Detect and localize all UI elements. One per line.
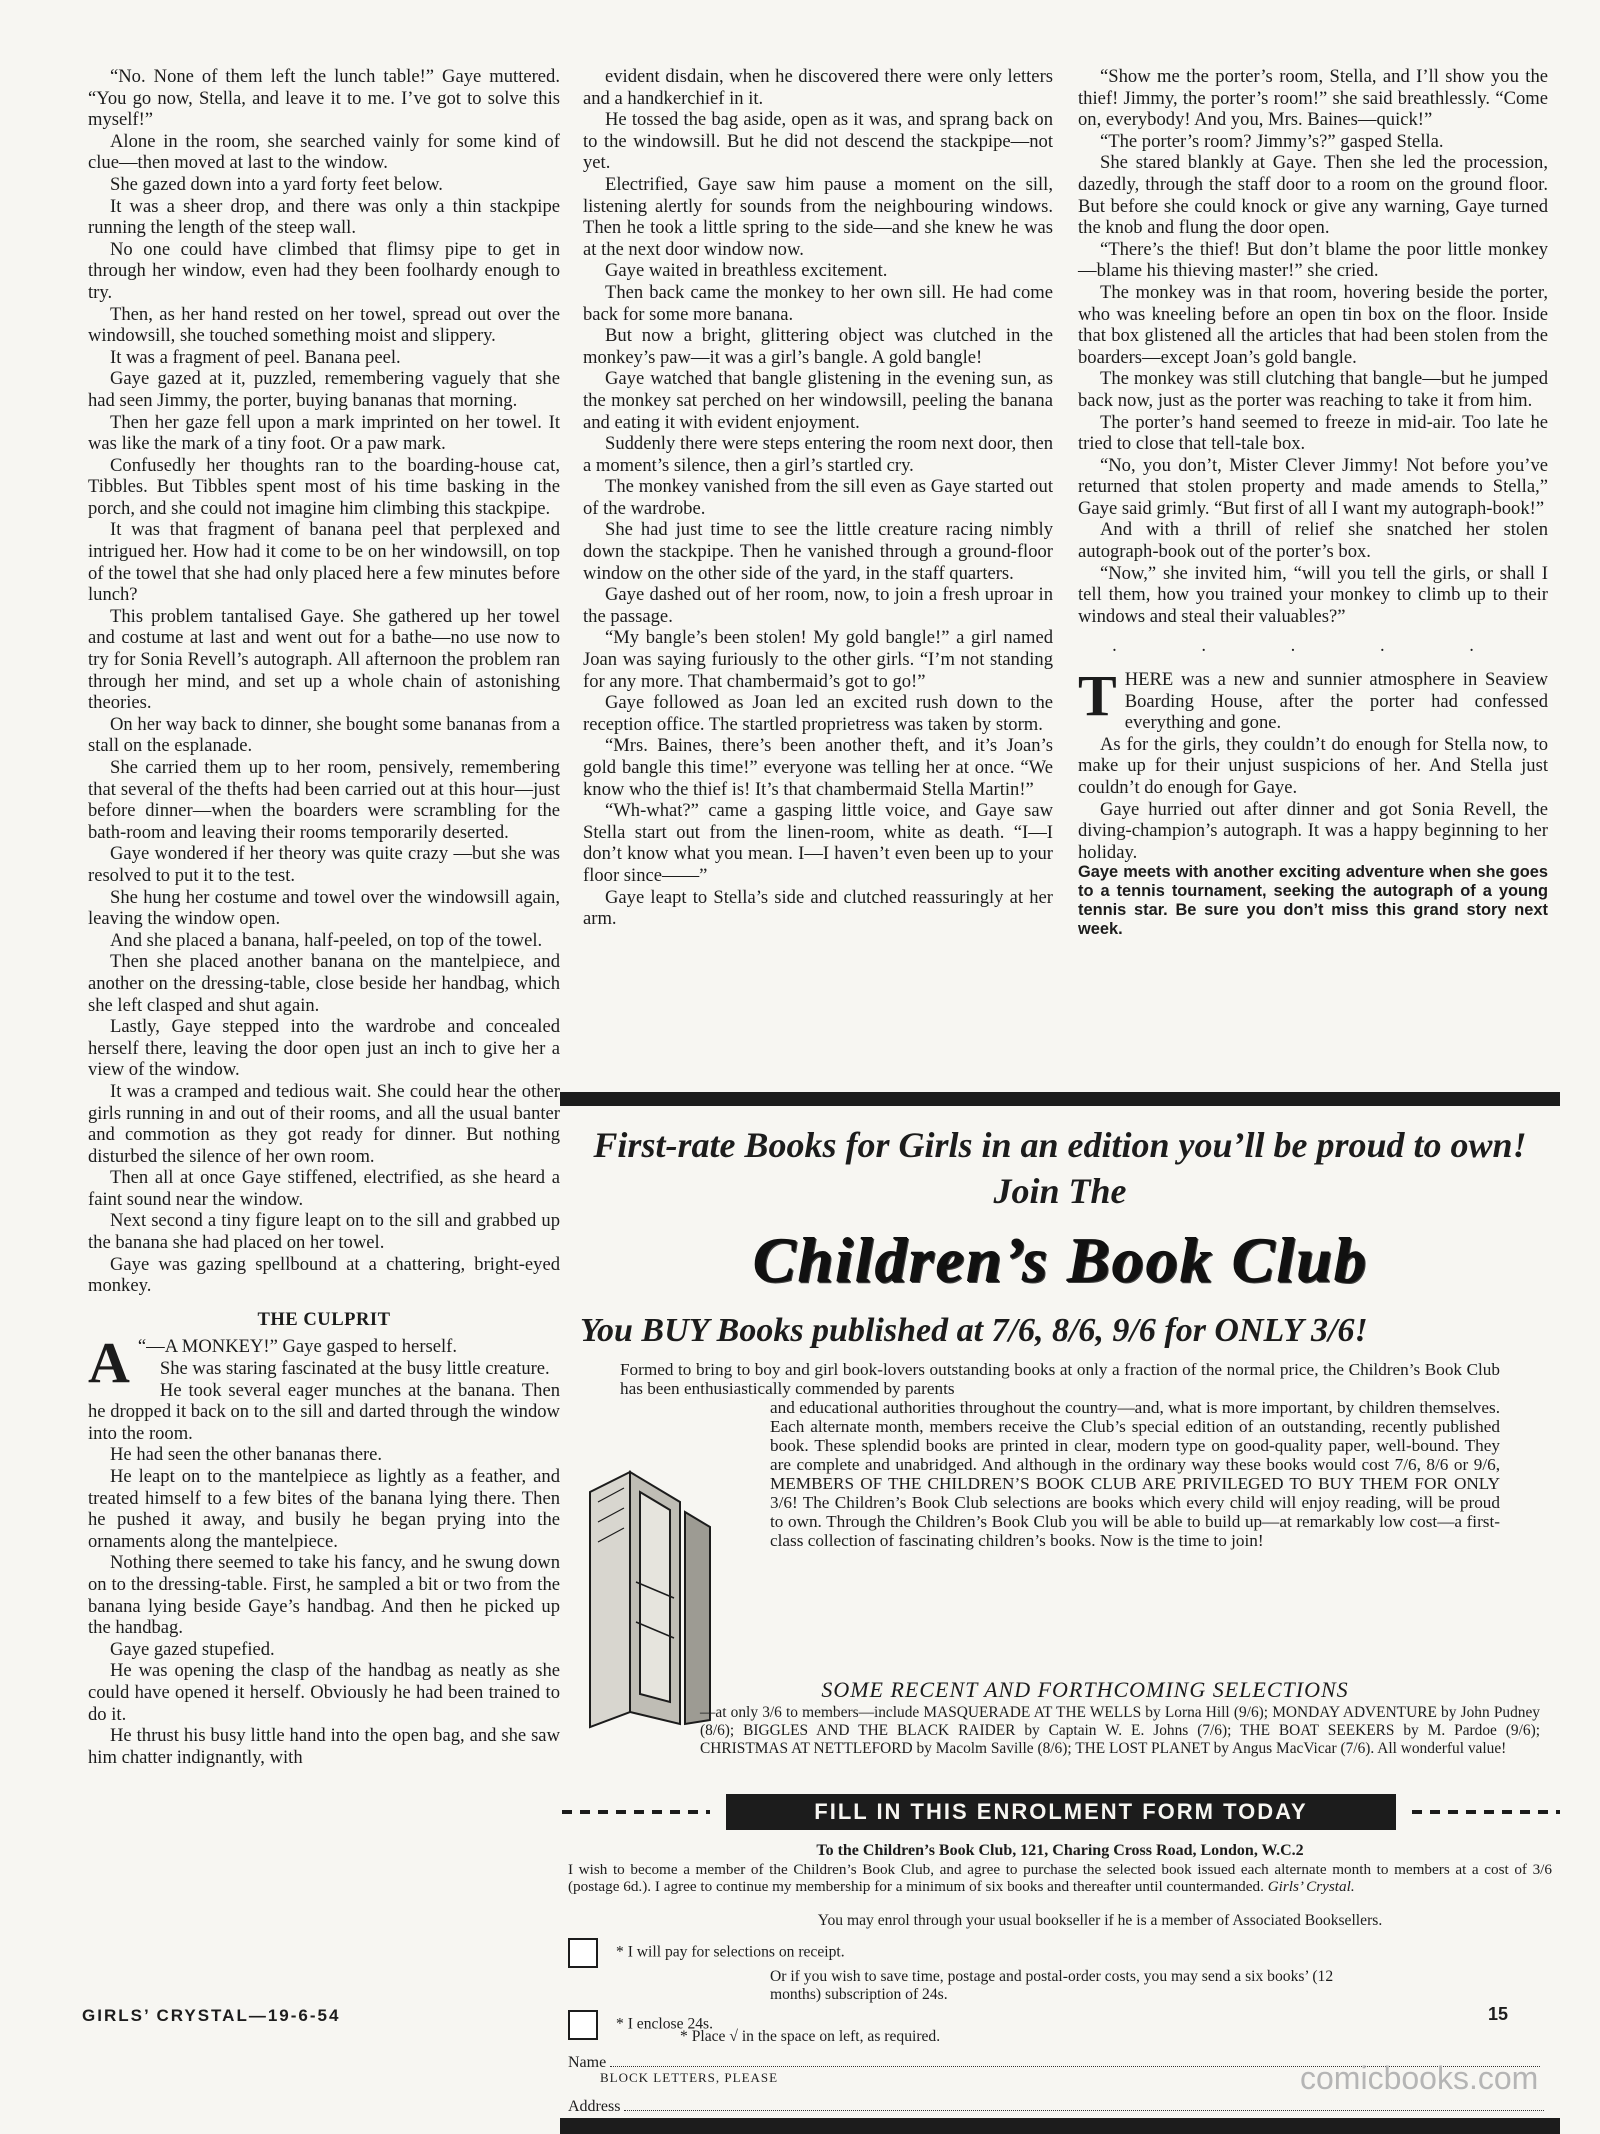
col3-paragraphs <box>1078 66 1548 627</box>
option-enclose-label: * I enclose 24s. <box>616 2015 714 2033</box>
story-paragraph: This problem tantalised Gaye. She gathered up her towel and costume at last and went out for a bathe—no use now to try for Sonia Revell’s autograph. All afternoon the problem ran through her mind, and set up a whole chain of astonishing theories. <box>88 605 560 714</box>
form-address: To the Children’s Book Club, 121, Charing Cross Road, London, W.C.2 <box>816 1842 1304 1859</box>
story-paragraph: He leapt on to the mantelpiece as lightly as a feather, and treated himself to a few bites of the banana lying there. Then he pushed it away, and busily he began prying into the ornaments along the mantelpiece. <box>88 1466 560 1552</box>
form-intro <box>568 1862 1552 1895</box>
enrolment-banner <box>560 1792 1560 1832</box>
story-paragraph: “The porter’s room? Jimmy’s?” gasped Stella. <box>1100 130 1444 152</box>
story-paragraph: She hung her costume and towel over the windowsill again, leaving the window open. <box>88 886 560 930</box>
section-break-dots: . . . . . <box>1112 635 1514 657</box>
advert-body-intro: Formed to bring to boy and girl book-lovers outstanding books at only a fraction of the normal price, the Children’s Book Club has been enthusiastically commended by parents <box>620 1360 1500 1398</box>
dropcap-quote: “ <box>137 1336 147 1358</box>
story-paragraph: Gaye gazed at it, puzzled, remembering vaguely that she had seen Jimmy, the porter, buying bananas that morning. <box>88 368 560 411</box>
footer-issue: GIRLS’ CRYSTAL—19-6-54 <box>82 2006 341 2025</box>
story-paragraph: Nothing there seemed to take his fancy, and he swung down on to the dressing-table. First, he sampled a bit or two from the banana lying beside Gaye’s handbag. And then he picked up the handbag. <box>88 1552 560 1639</box>
story-paragraph: Gaye dashed out of her room, now, to join a fresh uproar in the passage. <box>583 584 1053 627</box>
story-paragraph: It was that fragment of banana peel that perplexed and intrigued her. How had it come to be on her windowsill, on top of the towel that she had only placed here a few minutes before lunch? <box>88 519 560 606</box>
story-paragraph: Gaye waited in breathless excitement. <box>605 260 888 282</box>
story-paragraph: On her way back to dinner, she bought some bananas from a stall on the esplanade. <box>88 713 560 757</box>
next-week-teaser: Gaye meets with another exciting adventure when she goes to a tennis tournament, seeking the autograph of a young tennis star. Be sure you don’t miss this grand story next week. <box>1078 863 1548 939</box>
story-paragraph: It was a cramped and tedious wait. She could hear the other girls running in and out of their rooms, and all the usual banter and commotion as they got ready for dinner. But nothing disturbed the silence of her own room. <box>88 1080 560 1167</box>
story-paragraph: He took several eager munches at the banana. Then he dropped it back on to the sill and darted through the window into the room. <box>88 1379 560 1444</box>
story-paragraph: It was a fragment of peel. Banana peel. <box>110 346 401 368</box>
option-pay-on-receipt <box>568 1938 845 1968</box>
story-paragraph: She carried them up to her room, pensively, remembering that several of the thefts had been carried out at this hour—just before dinner—when the boarders were scrambling for the bath-room and leaving their rooms temporarily deserted. <box>88 757 560 843</box>
advert-price-line: You BUY Books published at 7/6, 8/6, 9/6 for ONLY 3/6! <box>580 1312 1368 1349</box>
story-paragraph: He was opening the clasp of the handbag as neatly as she could have opened it herself. Obviously he had been trained to do it. <box>88 1660 560 1725</box>
checkbox-enclose[interactable] <box>568 2010 598 2040</box>
story-paragraph: As for the girls, they couldn’t do enough for Stella now, to make up for their unjust suspicions of her. And Stella just couldn’t do enough for Gaye. <box>1078 733 1548 798</box>
story-paragraph: “There’s the thief! But don’t blame the poor little monkey—blame his thieving master!” she cried. <box>1078 238 1548 282</box>
selections-heading: SOME RECENT AND FORTHCOMING SELECTIONS <box>821 1677 1349 1702</box>
story-paragraph: Then her gaze fell upon a mark imprinted on her towel. It was like the mark of a tiny foot. Or a paw mark. <box>88 411 560 455</box>
story-paragraph: Gaye gazed stupefied. <box>110 1638 275 1660</box>
dropcap-letter: A <box>88 1330 130 1396</box>
story-paragraph: He had seen the other bananas there. <box>110 1444 383 1466</box>
name-label: Name <box>568 2054 607 2071</box>
form-intro-text: I wish to become a member of the Children’s Book Club, and agree to purchase the selected book issued each alternate month to members at a cost of 3/6 (postage 6d.). I agree to continue my membership for a minimum of six books and thereafter until countermanded. <box>568 1861 1552 1895</box>
watermark: comicbooks.com <box>1300 2060 1539 2096</box>
story-paragraph: Then back came the monkey to her own sill. He had come back for some more banana. <box>583 281 1053 325</box>
story-paragraph: No one could have climbed that flimsy pipe to get in through her window, even had they been foolhardy enough to try. <box>88 238 560 303</box>
story-paragraph: The monkey was still clutching that bangle—but he jumped back now, just as the porter was reaching to take it from him. <box>1078 368 1548 411</box>
selections-list: —at only 3/6 to members—include MASQUERADE AT THE WELLS by Lorna Hill (9/6); MONDAY ADVENTURE by John Pudney (8/6); BIGGLES AND THE BLACK RAIDER by Captain W. E. Johns (7/6); THE BOAT SEEKERS by M. Pardoe (9/6); CHRISTMAS AT NETTLEFORD by Macolm Saville (8/6); THE LOST PLANET by Angus MacVicar (7/6). All wonderful value! <box>700 1704 1540 1757</box>
advert-brand: Children’s Book Club <box>752 1224 1368 1295</box>
story-paragraph: Gaye leapt to Stella’s side and clutched reassuringly at her arm. <box>583 886 1053 930</box>
conclusion-dropcap: T <box>1078 663 1117 729</box>
address-row <box>568 2096 1558 2116</box>
story-paragraph: She was staring fascinated at the busy little creature. <box>159 1358 550 1380</box>
story-paragraph: “No. None of them left the lunch table!” Gaye muttered. “You go now, Stella, and leave it to me. I’ve got to solve this myself!” <box>88 66 560 131</box>
story-paragraph: Gaye was gazing spellbound at a chattering, bright-eyed monkey. <box>88 1253 560 1297</box>
story-paragraph: Suddenly there were steps entering the room next door, then a moment’s silence, then a girl’s startled cry. <box>583 433 1053 476</box>
story-column-2 <box>583 66 1053 930</box>
story-paragraph: Gaye followed as Joan led an excited rush down to the reception office. The startled proprietress was taken by storm. <box>583 692 1053 735</box>
story-paragraph: “Wh-what?” came a gasping little voice, and Gaye saw Stella start out from the linen-room, white as death. “I—I don’t know what you mean. I—I haven’t even been up to your floor since——” <box>583 800 1053 886</box>
banner-dash-left <box>562 1810 710 1814</box>
story-column-3 <box>1078 66 1548 939</box>
story-paragraph: Then all at once Gaye stiffened, electrified, as she heard a faint sound near the window. <box>88 1167 560 1210</box>
story-paragraph: The monkey vanished from the sill even as Gaye started out of the wardrobe. <box>583 476 1053 519</box>
books-illustration <box>570 1462 720 1732</box>
col1-paragraphs <box>88 66 560 1297</box>
story-paragraph: Confusedly her thoughts ran to the boarding-house cat, Tibbles. But Tibbles spent most of his time basking in the porch, and she could not imagine him climbing this stackpipe. <box>88 454 560 519</box>
story-paragraph: Alone in the room, she searched vainly for some kind of clue—then moved at last to the window. <box>88 130 560 174</box>
story-paragraph: Gaye hurried out after dinner and got Sonia Revell, the diving-champion’s autograph. It was a happy beginning to her holiday. <box>1078 798 1548 863</box>
story-paragraph: “Show me the porter’s room, Stella, and I’ll show you the thief! Jimmy, the porter’s room!” she said breathlessly. “Come on, everybody! And you, Mrs. Baines—quick!” <box>1078 66 1548 131</box>
story-paragraph: But now a bright, glittering object was clutched in the monkey’s paw—it was a girl’s bangle. A gold bangle! <box>583 325 1053 368</box>
story-paragraph: Gaye watched that bangle glistening in the evening sun, as the monkey sat perched on her windowsill, peeling the banana and eating it with evident enjoyment. <box>583 368 1053 433</box>
block-letters-hint: BLOCK LETTERS, PLEASE <box>600 2070 779 2085</box>
advert-body-rest: and educational authorities throughout the country—and, what is more important, by children themselves. Each alternate month, members receive the Club’s special edition of an outstanding, recently published book. These splendid books are printed in clear, modern type on good-quality paper, well-bound. They are complete and unabridged. And although in the ordinary way these books would cost 7/6, 8/6 or 9/6, MEMBERS OF THE CHILDREN’S BOOK CLUB ARE PRIVILEGED TO BUY THEM FOR ONLY 3/6! The Children’s Book Club selections are books which every child will enjoy reading, will be proud to own. Through the Children’s Book Club you will be able to build up—at remarkably low cost—a first-class collection of fascinating children’s books. Now is the time to join! <box>770 1398 1500 1550</box>
story-paragraph: Next second a tiny figure leapt on to the sill and grabbed up the banana she had placed on her towel. <box>88 1210 560 1254</box>
story-paragraph: Electrified, Gaye saw him pause a moment on the sill, listening alertly for sounds from the neighbouring windows. Then he took a little spring to the side—and she knew he was at the next door window now. <box>583 173 1053 260</box>
story-paragraph: He tossed the bag aside, open as it was, and sprang back on to the windowsill. But he did not descend the stackpipe—not yet. <box>583 109 1053 174</box>
story-paragraph: And with a thrill of relief she snatched her stolen autograph-book out of the porter’s box. <box>1078 519 1548 563</box>
address-label: Address <box>568 2098 621 2115</box>
story-paragraph: The monkey was in that room, hovering beside the porter, who was kneeling before an open tin box on the floor. Inside that box glistened all the articles that had been stolen from the boarders—except Joan’s gold bangle. <box>1078 281 1548 368</box>
story-paragraph: evident disdain, when he discovered there were only letters and a handkerchief in it. <box>583 66 1053 109</box>
conclusion-paragraph <box>1078 663 1548 734</box>
story-paragraph: It was a sheer drop, and there was only a thin stackpipe running the length of the steep wall. <box>88 195 560 239</box>
enrolment-banner-label: FILL IN THIS ENROLMENT FORM TODAY <box>726 1794 1396 1830</box>
story-paragraph: “Mrs. Baines, there’s been another theft, and it’s Joan’s gold bangle this time!” everyone was telling her at once. “We know who the thief is! It’s that chambermaid Stella Martin!” <box>583 735 1053 800</box>
story-column-1 <box>88 66 560 1768</box>
story-paragraph: Lastly, Gaye stepped into the wardrobe and concealed herself there, leaving the door open just an inch to give her a view of the window. <box>88 1016 560 1081</box>
col2-paragraphs <box>583 66 1053 930</box>
option-note: * Place √ in the space on left, as required. <box>680 2028 941 2045</box>
col1b-paragraphs <box>88 1358 560 1768</box>
story-paragraph: “Now,” she invited him, “will you tell the girls, or shall I tell them, how you trained your monkey to climb up to their windows and steal their valuables?” <box>1078 562 1548 627</box>
story-paragraph: Then she placed another banana on the mantelpiece, and another on the dressing-table, close beside her handbag, which she left clasped and shut again. <box>88 951 560 1016</box>
story-paragraph: “No, you don’t, Mister Clever Jimmy! Not before you’ve returned that stolen property and made amends to Stella,” Gaye said grimly. “But first of all I want my autograph-book!” <box>1078 454 1548 519</box>
advert-headline: First-rate Books for Girls in an edition you’ll be proud to own! Join The <box>593 1125 1527 1211</box>
address-field[interactable] <box>624 2096 1544 2111</box>
conclusion-first: HERE was a new and sunnier atmosphere in Seaview Boarding House, after the porter had confessed everything and gone. <box>1124 669 1548 734</box>
advert-top-rule <box>560 1092 1560 1106</box>
story-paragraph: Then, as her hand rested on her towel, spread out over the windowsill, she touched something moist and slippery. <box>88 303 560 347</box>
story-paragraph: She gazed down into a yard forty feet below. <box>110 173 443 195</box>
story-paragraph: She had just time to see the little creature racing nimbly down the stackpipe. Then he vanished through a ground-floor window on the other side of the yard, in the staff quarters. <box>583 519 1053 584</box>
banner-dash-right <box>1412 1810 1560 1814</box>
advert-bottom-rule <box>560 2118 1560 2134</box>
dropcap-rest: —A MONKEY!” Gaye gasped to herself. <box>146 1336 458 1358</box>
story-paragraph: The porter’s hand seemed to freeze in mid-air. Too late he tried to close that tell-tale box. <box>1078 411 1548 455</box>
advert-body <box>620 1360 1500 1550</box>
option-pay-label: * I will pay for selections on receipt. <box>616 1943 845 1961</box>
section-heading: THE CULPRIT <box>257 1308 391 1330</box>
story-paragraph: And she placed a banana, half-peeled, on top of the towel. <box>110 929 543 951</box>
col3b-paragraphs <box>1078 734 1548 864</box>
page-number: 15 <box>1488 2004 1509 2024</box>
checkbox-pay-on-receipt[interactable] <box>568 1938 598 1968</box>
story-paragraph: Gaye wondered if her theory was quite crazy —but she was resolved to put it to the test. <box>88 843 560 886</box>
story-paragraph: She stared blankly at Gaye. Then she led the procession, dazedly, through the staff door to a room on the ground floor. But before she could knock or give any warning, Gaye turned the knob and flung the door open. <box>1078 152 1548 239</box>
option-or-text: Or if you wish to save time, postage and postal-order costs, you may send a six books’ (12 months) subscription of 24s. <box>770 1968 1334 2003</box>
story-paragraph: “My bangle’s been stolen! My gold bangle!” a girl named Joan was saying furiously to the other girls. “I’m not standing for any more. That chambermaid’s got to go!” <box>583 627 1053 692</box>
form-signature: Girls’ Crystal. <box>1267 1877 1355 1895</box>
form-enrol-note: You may enrol through your usual bookseller if he is a member of Associated Booksellers. <box>817 1912 1383 1929</box>
story-paragraph: He thrust his busy little hand into the open bag, and she saw him chatter indignantly, with <box>88 1725 560 1768</box>
